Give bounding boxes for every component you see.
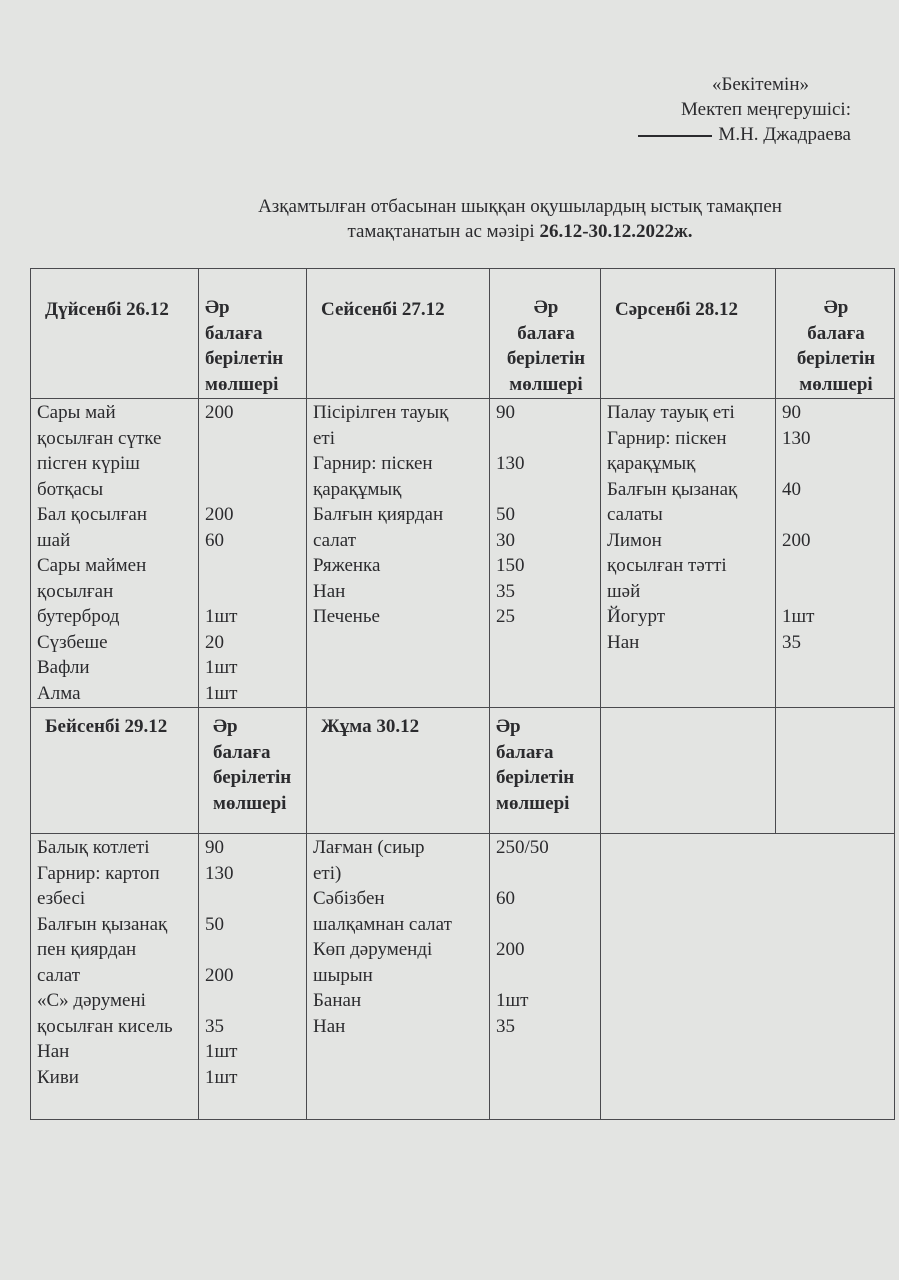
portion-value: 200 [205, 504, 234, 525]
portion-value: 60 [205, 529, 224, 551]
empty-cell [601, 834, 895, 1120]
signature-blank [638, 135, 712, 137]
menu-item: қарақұмық [313, 478, 402, 500]
qty-header-word: Әр [496, 716, 521, 737]
title-date-range: 26.12-30.12.2022ж. [539, 221, 693, 242]
day-qty-wed [776, 399, 895, 708]
menu-item: бутерброд [37, 606, 120, 627]
qty-header [199, 269, 307, 399]
day-header-thu: Бейсенбі 29.12 [31, 708, 199, 834]
menu-item: Лағман (сиыр [313, 837, 425, 858]
day-items-tue [307, 399, 490, 708]
qty-header [776, 269, 895, 399]
portion-value [496, 477, 596, 503]
menu-item: қосылған тәтті [607, 555, 727, 576]
qty-header-word: мөлшері [799, 373, 873, 395]
menu-item: пісген күріш [37, 453, 140, 474]
menu-item: Гарнир: картоп [37, 862, 160, 884]
portion-value: 25 [496, 606, 515, 627]
qty-header-word: берілетін [213, 767, 292, 788]
portion-value: 200 [782, 529, 811, 551]
menu-row-1 [31, 399, 895, 708]
menu-item: Бал қосылған [37, 504, 148, 525]
portion-value [782, 502, 890, 528]
approval-signature-line [638, 122, 851, 147]
portion-value [205, 426, 302, 452]
qty-header-word: мөлшері [205, 373, 279, 395]
day-header-mon: Дүйсенбі 26.12 [31, 269, 199, 399]
qty-header-word: балаға [213, 741, 271, 763]
menu-item: Балғын қиярдан [313, 504, 444, 525]
day-items-wed [601, 399, 776, 708]
portion-value [205, 937, 302, 963]
qty-header-word: балаға [205, 322, 263, 344]
qty-header-word: Әр [213, 716, 238, 737]
portion-value [205, 579, 302, 605]
qty-header-word: берілетін [205, 348, 284, 369]
day-header-tue: Сейсенбі 27.12 [307, 269, 490, 399]
qty-header [490, 269, 601, 399]
menu-item: шырын [313, 964, 373, 986]
menu-item: Киви [37, 1066, 79, 1088]
portion-value: 1шт [205, 682, 238, 704]
menu-item: Нан [607, 631, 640, 653]
menu-item: Сүзбеше [37, 631, 108, 653]
portion-value: 50 [205, 913, 224, 935]
empty-cell [601, 708, 776, 834]
portion-value: 200 [496, 939, 525, 960]
portion-value: 90 [496, 402, 515, 423]
menu-item: салаты [607, 504, 663, 525]
menu-item: Гарнир: піскен [607, 427, 727, 449]
qty-header-word: Әр [533, 297, 559, 318]
portion-value: 35 [205, 1015, 224, 1037]
qty-header-word: мөлшері [496, 792, 570, 814]
portion-value [782, 553, 890, 579]
qty-header-word: мөлшері [509, 373, 583, 395]
portion-value: 1шт [205, 657, 238, 678]
day-qty-fri [490, 834, 601, 1120]
menu-item: Палау тауық еті [607, 402, 735, 423]
menu-item: Балық котлеті [37, 837, 150, 858]
portion-value: 35 [496, 1015, 515, 1037]
qty-header [199, 708, 307, 834]
qty-header-word: Әр [205, 297, 230, 318]
menu-table [30, 268, 895, 1120]
menu-item: Нан [313, 580, 346, 602]
day-items-mon [31, 399, 199, 708]
qty-header-word: балаға [496, 741, 554, 763]
portion-value [205, 451, 302, 477]
document-title [150, 194, 890, 244]
portion-value [205, 988, 302, 1014]
menu-item: Йогурт [607, 606, 666, 627]
day-items-thu [31, 834, 199, 1120]
menu-item: еті) [313, 862, 342, 884]
menu-item: Вафли [37, 657, 90, 678]
portion-value: 35 [782, 631, 801, 653]
menu-item: «С» дәрумені [37, 990, 146, 1011]
approver-name: М.Н. Джадраева [718, 124, 851, 145]
menu-item: қосылған сүтке [37, 427, 162, 449]
menu-item: Лимон [607, 529, 662, 551]
day-qty-tue [490, 399, 601, 708]
menu-item: Пісірілген тауық [313, 402, 449, 423]
qty-header-word: берілетін [506, 348, 586, 369]
portion-value: 60 [496, 888, 515, 909]
approval-label: «Бекітемін» [711, 74, 809, 95]
portion-value: 200 [205, 964, 234, 986]
qty-header-word: балаға [807, 322, 865, 344]
portion-value: 150 [496, 555, 525, 576]
title-line-2-prefix: тамақтанатын ас мәзірі [347, 221, 540, 242]
menu-item: ботқасы [37, 478, 104, 500]
portion-value [205, 886, 302, 912]
menu-item: Сары май [37, 402, 116, 423]
portion-value [782, 579, 890, 605]
portion-value: 50 [496, 504, 515, 525]
menu-item: пен қиярдан [37, 939, 137, 960]
qty-header-word: берілетін [496, 767, 575, 788]
menu-item: салат [37, 964, 80, 986]
portion-value: 35 [496, 580, 515, 602]
day-qty-thu [199, 834, 307, 1120]
portion-value: 40 [782, 478, 801, 500]
day-qty-mon [199, 399, 307, 708]
menu-item: Гарнир: піскен [313, 453, 433, 474]
menu-item: Банан [313, 990, 362, 1011]
qty-header [490, 708, 601, 834]
portion-value: 1шт [205, 1066, 238, 1088]
menu-item: Сары маймен [37, 555, 147, 576]
header-row-2 [31, 708, 895, 834]
menu-item: Алма [37, 682, 81, 704]
day-header-wed: Сәрсенбі 28.12 [601, 269, 776, 399]
title-line-2 [150, 219, 890, 244]
menu-item: Балғын қызанақ [37, 913, 168, 935]
menu-item: шәй [607, 580, 641, 602]
menu-item: Ряженка [313, 555, 381, 576]
title-line-1: Азқамтылған отбасынан шыққан оқушылардың ыстық тамақпен [258, 196, 782, 217]
menu-item: қарақұмық [607, 453, 696, 474]
day-header-fri: Жұма 30.12 [307, 708, 490, 834]
portion-value: 90 [782, 402, 801, 423]
menu-item: шалқамнан салат [313, 913, 452, 935]
portion-value: 130 [782, 427, 811, 449]
portion-value: 250/50 [496, 837, 549, 858]
menu-item: Печенье [313, 606, 380, 627]
portion-value [205, 553, 302, 579]
menu-item: Сәбізбен [313, 888, 385, 909]
portion-value: 30 [496, 529, 515, 551]
header-row-1 [31, 269, 895, 399]
portion-value [205, 477, 302, 503]
portion-value: 1шт [205, 1041, 238, 1062]
menu-item: салат [313, 529, 356, 551]
menu-item: Балғын қызанақ [607, 478, 738, 500]
portion-value: 130 [205, 862, 234, 884]
menu-item: езбесі [37, 888, 86, 909]
approval-position: Мектеп меңгерушісі: [681, 99, 851, 120]
menu-row-2 [31, 834, 895, 1120]
day-items-fri [307, 834, 490, 1120]
approval-block [638, 72, 851, 147]
portion-value [496, 963, 596, 989]
portion-value [782, 451, 890, 477]
portion-value [496, 426, 596, 452]
menu-item: Көп дәруменді [313, 939, 433, 960]
qty-header-word: берілетін [796, 348, 876, 369]
portion-value: 20 [205, 631, 224, 653]
portion-value: 200 [205, 402, 234, 423]
menu-item: еті [313, 427, 336, 449]
portion-value [496, 861, 596, 887]
empty-cell [776, 708, 895, 834]
qty-header-word: Әр [823, 297, 849, 318]
qty-header-word: мөлшері [213, 792, 287, 814]
qty-header-word: балаға [517, 322, 575, 344]
portion-value [496, 912, 596, 938]
menu-item: Нан [313, 1015, 346, 1037]
portion-value: 1шт [496, 990, 529, 1011]
portion-value: 130 [496, 453, 525, 474]
portion-value: 1шт [205, 606, 238, 627]
menu-item: Нан [37, 1041, 70, 1062]
portion-value: 1шт [782, 606, 815, 627]
portion-value: 90 [205, 837, 224, 858]
menu-item: шай [37, 529, 71, 551]
menu-item: қосылған кисель [37, 1015, 173, 1037]
menu-item: қосылған [37, 580, 114, 602]
